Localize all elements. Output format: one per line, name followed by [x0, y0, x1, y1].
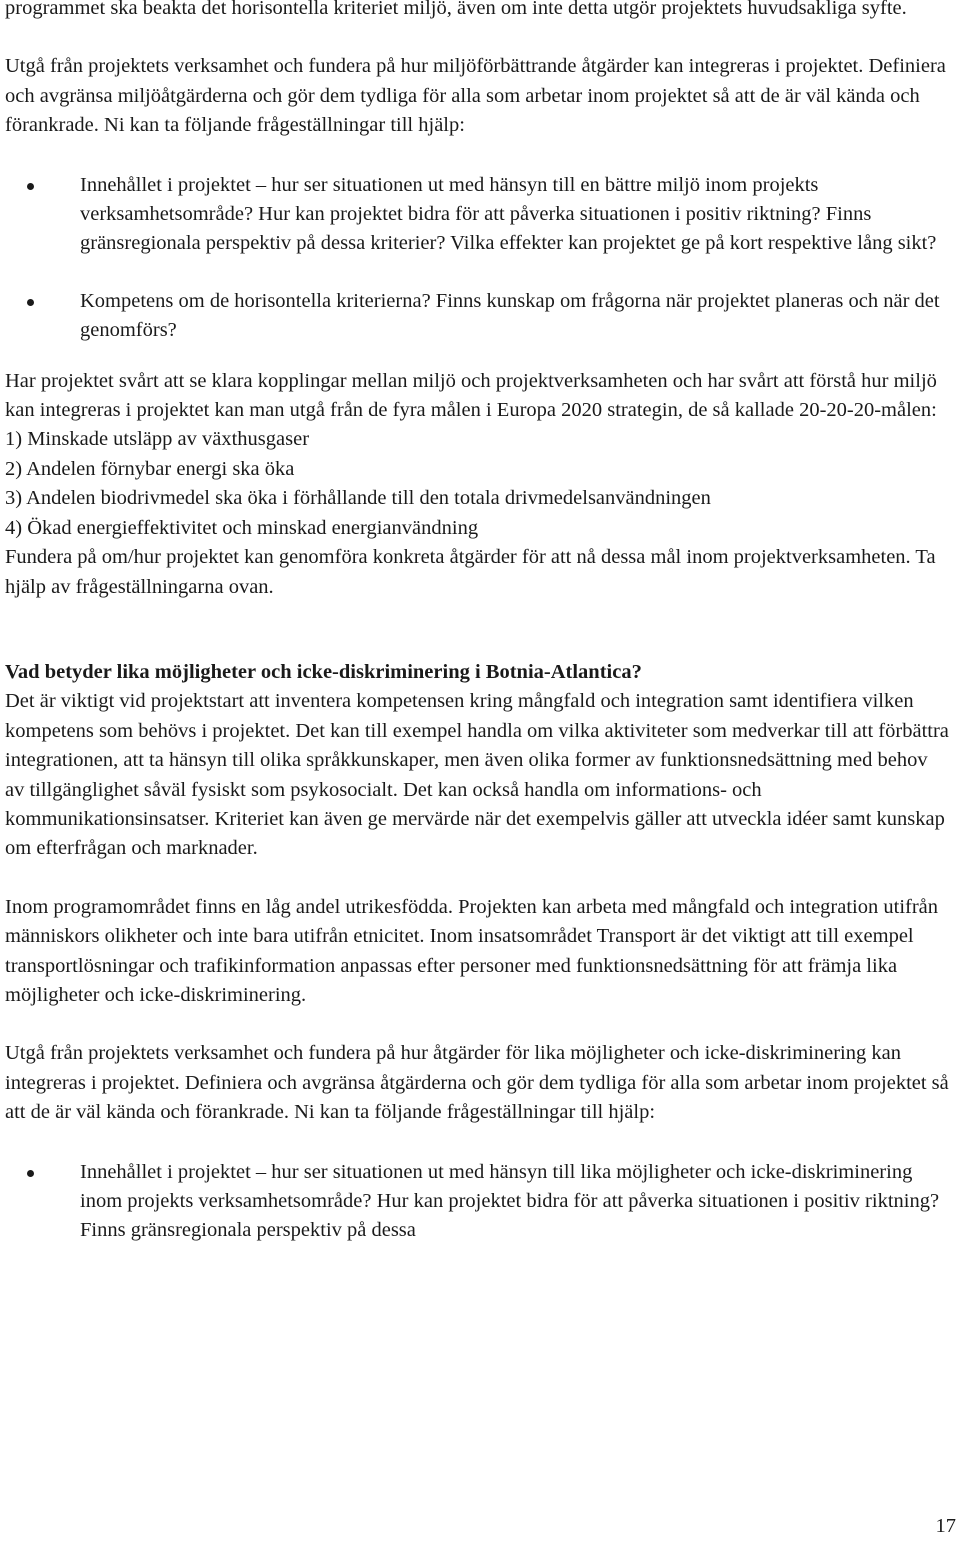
page-number: 17	[935, 1515, 956, 1537]
goal-item: 4) Ökad energieffektivitet och minskad energianvändning	[5, 516, 479, 539]
equality-paragraph-2: Inom programområdet finns en låg andel utrikesfödda. Projekten kan arbeta med mångfald och integration utifrån människors olikheter och inte bara utifrån etnicitet. Inom insatsområdet Transport är det viktigt att till exempel transportlösningar och trafikinformation anpassas efter personer med funktionsnedsättning för att främja lika möjligheter och icke-diskriminering.	[5, 895, 939, 1006]
list-item	[5, 1158, 950, 1246]
section-heading: Vad betyder lika möjligheter och icke-diskriminering i Botnia-Atlantica?	[5, 660, 642, 683]
equality-paragraph-3: Utgå från projektets verksamhet och fundera på hur åtgärder för lika möjligheter och icke-diskriminering kan integreras i projektet. Definiera och avgränsa åtgärderna och gör dem tydliga för alla som arbetar inom projektet så att de är väl kända och förankrade. Ni kan ta följande frågeställningar till hjälp:	[5, 1042, 949, 1124]
list-item-text: Innehållet i projektet – hur ser situationen ut med hänsyn till en bättre miljö inom projekts verksamhetsområde? Hur kan projektet bidra för att påverka situationen i positiv riktning? Finns gränsregionala perspektiv på dessa kriterier? Vilka effekter kan projektet ge på kort respektive lång sikt?	[80, 173, 937, 255]
equality-bullet-list	[5, 1158, 950, 1246]
goal-item: 2) Andelen förnybar energi ska öka	[5, 457, 295, 480]
equality-paragraph-1: Det är viktigt vid projektstart att inventera kompetensen kring mångfald och integration samt identifiera vilken kompetens som behövs i projektet. Det kan till exempel handla om vilka aktiviteter som medverkar till att förbättra integrationen, att ta hänsyn till olika språkkunskaper, men även olika former av funktionsnedsättning med behov av tillgänglighet såväl fysiskt som psykosocialt. Det kan också handla om informations- och kommunikationsinsatser. Kriteriet kan även ge mervärde när det exempelvis gäller att utveckla idéer samt kunskap om efterfrågan och marknader.	[5, 690, 949, 860]
goals-outro-paragraph: Fundera på om/hur projektet kan genomföra konkreta åtgärder för att nå dessa mål inom projektverksamheten. Ta hjälp av frågeställningarna ovan.	[5, 546, 936, 598]
goals-intro-paragraph: Har projektet svårt att se klara kopplingar mellan miljö och projektverksamheten och har svårt att förstå hur miljö kan integreras i projektet kan man utgå från de fyra målen i Europa 2020 strategin, de så kallade 20-20-20-målen:	[5, 369, 937, 422]
list-item-text: Innehållet i projektet – hur ser situationen ut med hänsyn till lika möjligheter och icke-diskriminering inom projekts verksamhetsområde? Hur kan projektet bidra för att påverka situationen i positiv riktning? Finns gränsregionala perspektiv på dessa	[80, 1160, 940, 1242]
document-page	[5, 0, 950, 1246]
list-item	[5, 171, 950, 259]
goal-item: 3) Andelen biodrivmedel ska öka i förhållande till den totala drivmedelsanvändningen	[5, 487, 711, 510]
list-item	[5, 287, 950, 346]
environment-bullet-list	[5, 171, 950, 346]
list-item-text: Kompetens om de horisontella kriterierna? Finns kunskap om frågorna när projektet planeras och när det genomförs?	[80, 289, 940, 342]
bullet-icon	[27, 1170, 34, 1177]
goal-item: 1) Minskade utsläpp av växthusgaser	[5, 428, 310, 451]
bullet-icon	[27, 299, 34, 306]
intro-paragraph: programmet ska beakta det horisontella kriteriet miljö, även om inte detta utgör projektets huvudsakliga syfte.	[5, 0, 907, 19]
environment-paragraph: Utgå från projektets verksamhet och fundera på hur miljöförbättrande åtgärder kan integreras i projektet. Definiera och avgränsa miljöåtgärderna och gör dem tydliga för alla som arbetar inom projektet så att de är väl kända och förankrade. Ni kan ta följande frågeställningar till hjälp:	[5, 55, 946, 137]
bullet-icon	[27, 183, 34, 190]
